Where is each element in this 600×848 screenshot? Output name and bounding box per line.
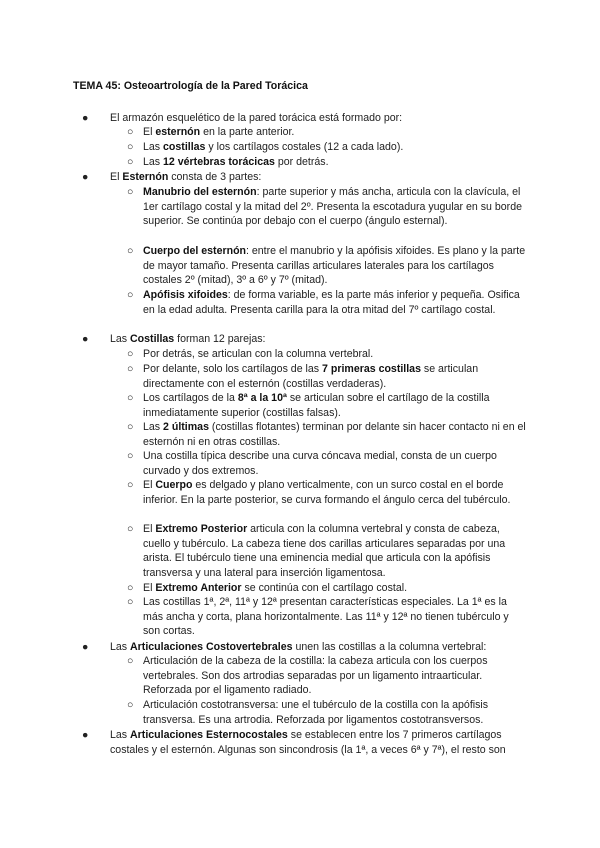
list-item: Articulación costotransversa: une el tubérculo de la costilla con la apófisis transversa. Es una artrodia. Reforzada por ligamentos costotransversos. xyxy=(143,699,489,726)
list-item: Los cartílagos de la 8ª a la 10ª se articulan sobre el cartílago de la costilla inmediatamente superior (costillas falsas). xyxy=(143,392,490,419)
list-item: Las 2 últimas (costillas flotantes) terminan por delante sin hacer contacto ni en el esternón ni en otras costillas. xyxy=(143,421,526,448)
bullet-l2: ○ xyxy=(127,186,134,198)
list-item: Las 12 vértebras torácicas por detrás. xyxy=(143,156,329,168)
list-item: Articulación de la cabeza de la costilla: la cabeza articula con los cuerpos vertebrales. Son dos artrodias separadas por un ligamento intraarticular. Reforzada por el ligamento radiado. xyxy=(143,655,488,697)
bullet-l2: ○ xyxy=(127,245,134,257)
bullet-l2: ○ xyxy=(127,363,134,375)
bullet-l2: ○ xyxy=(127,655,134,667)
list-item: Cuerpo del esternón: entre el manubrio y la apófisis xifoides. Es plano y la parte de mayor tamaño. Presenta carillas articulares laterales para los cartílagos costales 2º (mitad), 3º a 6º y 7º (mitad). xyxy=(143,245,526,287)
bullet-l2: ○ xyxy=(127,596,134,608)
bullet-l2: ○ xyxy=(127,126,134,138)
bullet-l2: ○ xyxy=(127,582,134,594)
bullet-l2: ○ xyxy=(127,450,134,462)
bullet-l2: ○ xyxy=(127,479,134,491)
list-item: Apófisis xifoides: de forma variable, es la parte más inferior y pequeña. Osifica en la edad adulta. Presenta carilla para la otra mitad del 7º cartílago costal. xyxy=(143,289,520,316)
bullet-l2: ○ xyxy=(127,523,134,535)
list-item: El Extremo Anterior se continúa con el cartílago costal. xyxy=(143,582,408,594)
bullet-l1: ● xyxy=(82,641,89,653)
bullet-l2: ○ xyxy=(127,141,134,153)
section-sternum: El Esternón consta de 3 partes: xyxy=(110,171,262,183)
bullet-l2: ○ xyxy=(127,289,134,301)
bullet-l1: ● xyxy=(82,171,89,183)
list-item: Por detrás, se articulan con la columna vertebral. xyxy=(143,348,374,360)
section-text: El armazón esquelético de la pared torácica está formado por: xyxy=(110,112,403,124)
bullet-l2: ○ xyxy=(127,348,134,360)
list-item: El esternón en la parte anterior. xyxy=(143,126,295,138)
section-sternocostal: Las Articulaciones Esternocostales se establecen entre los 7 primeros cartílagos costales y el esternón. Algunas son sincondrosis (la 1ª, a veces 6ª y 7ª), el resto son xyxy=(110,729,506,756)
document-title: TEMA 45: Osteoartrología de la Pared Torácica xyxy=(73,80,308,92)
bullet-l2: ○ xyxy=(127,156,134,168)
list-item: Las costillas y los cartílagos costales (12 a cada lado). xyxy=(143,141,404,153)
list-item: Las costillas 1ª, 2ª, 11ª y 12ª presentan características especiales. La 1ª es la más ancha y corta, plana horizontalmente. Las 11ª y 12ª no tienen tubérculo y son cortas. xyxy=(143,596,509,638)
list-item: Por delante, solo los cartílagos de las 7 primeras costillas se articulan directamente con el esternón (costillas verdaderas). xyxy=(143,363,479,390)
list-item: Manubrio del esternón: parte superior y más ancha, articula con la clavícula, el 1er cartílago costal y la mitad del 2º. Presenta la escotadura yugular en su borde superior. Se continúa por debajo con el cuerpo (ángulo esternal). xyxy=(143,186,522,228)
section-ribs: Las Costillas forman 12 parejas: xyxy=(110,333,266,345)
list-item: El Extremo Posterior articula con la columna vertebral y consta de cabeza, cuello y tubérculo. La cabeza tiene dos carillas articulares separadas por una arista. El tubérculo tiene una eminencia medial que articula con la apófisis transversa y una lateral para inserción ligamentosa. xyxy=(143,523,506,580)
bullet-l2: ○ xyxy=(127,699,134,711)
bullet-l1: ● xyxy=(82,333,89,345)
list-item: Una costilla típica describe una curva cóncava medial, consta de un cuerpo curvado y dos extremos. xyxy=(143,450,497,477)
section-costovertebral: Las Articulaciones Costovertebrales unen las costillas a la columna vertebral: xyxy=(110,641,487,653)
list-item: El Cuerpo es delgado y plano verticalmente, con un surco costal en el borde inferior. En la parte posterior, se curva formando el ángulo cerca del tubérculo. xyxy=(143,479,511,506)
bullet-l1: ● xyxy=(82,729,89,741)
section-thoracic-wall xyxy=(110,111,530,126)
bullet-l2: ○ xyxy=(127,392,134,404)
bullet-l2: ○ xyxy=(127,421,134,433)
bullet-l1: ● xyxy=(82,112,89,124)
